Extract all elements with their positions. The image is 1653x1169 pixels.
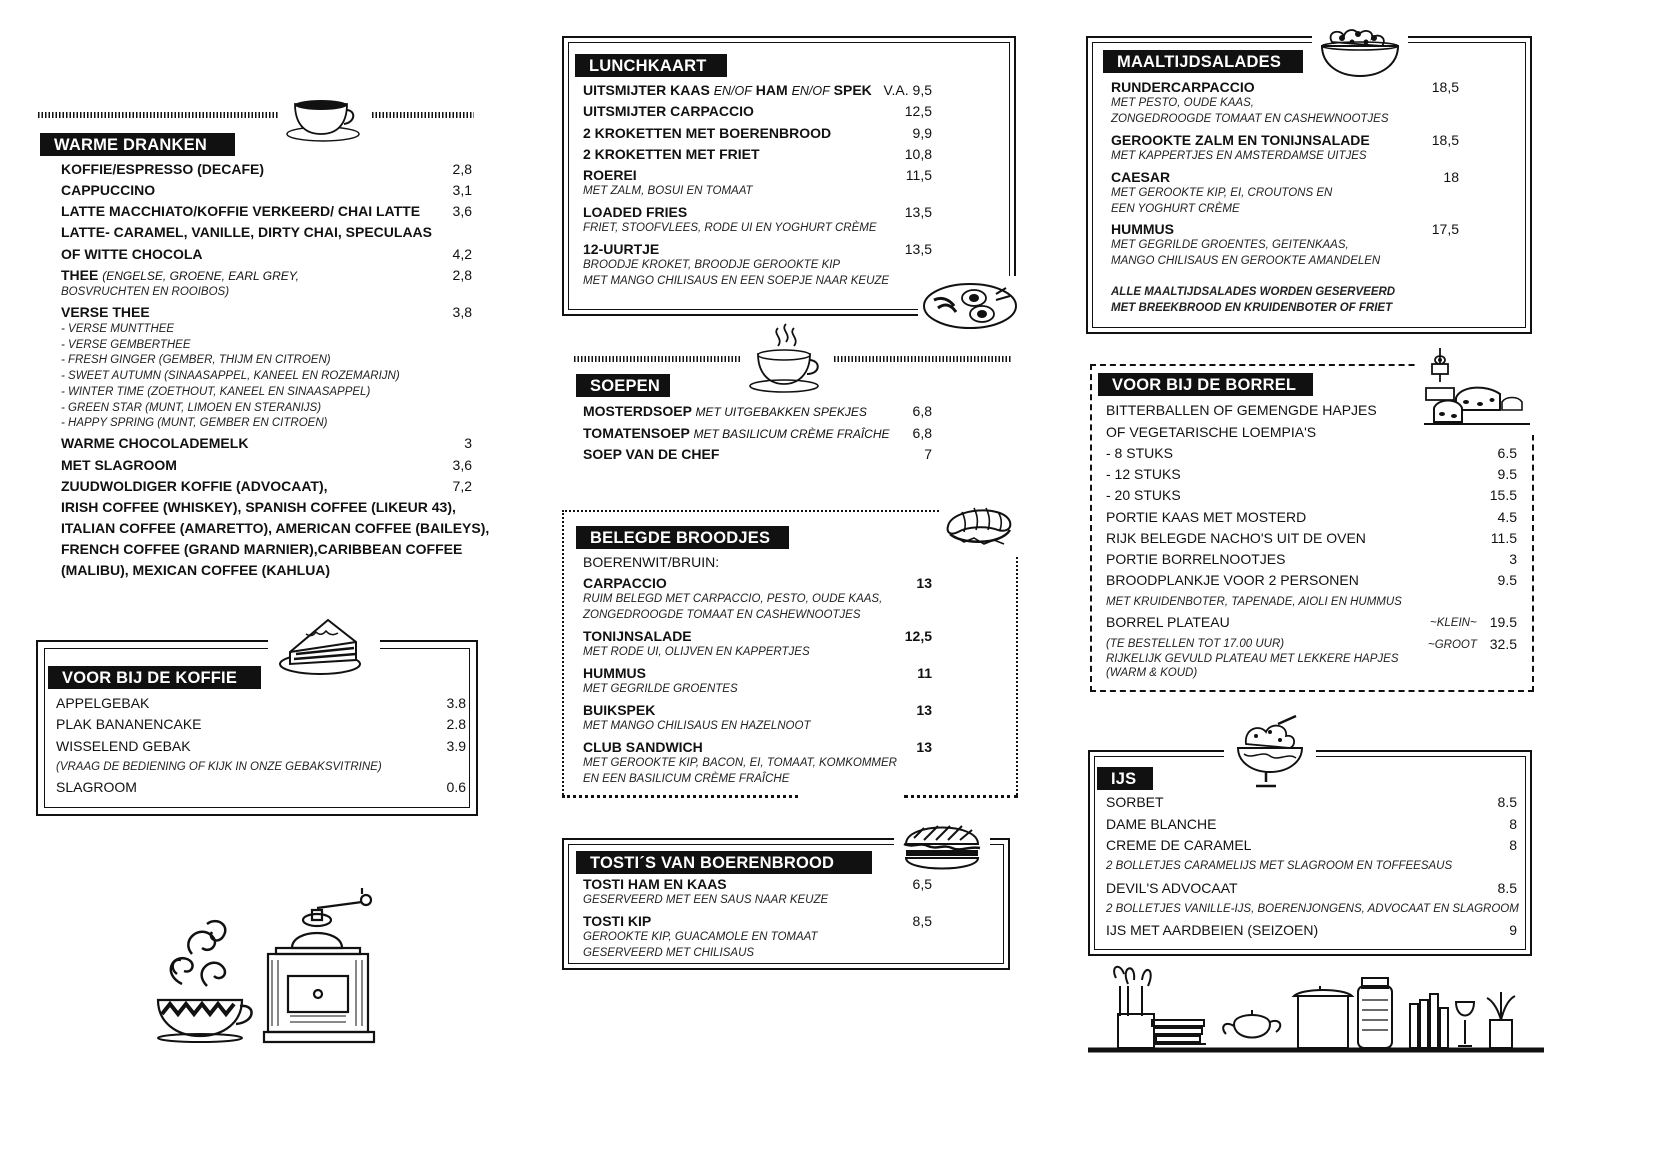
lunch-item-price: 13,5	[904, 241, 932, 257]
tosti-label: TOSTI KIP	[583, 913, 652, 929]
uitsmijter-part: EN/OF	[713, 84, 752, 98]
broodjes-header: BELEGDE BROODJES	[576, 526, 789, 549]
verse-thee-label: VERSE THEE	[61, 304, 150, 320]
lunch-item-label: LOADED FRIES	[583, 204, 688, 220]
borrel-item-price: 3	[1509, 551, 1517, 567]
borrel-item-label: BROODPLANKJE VOOR 2 PERSONEN	[1106, 572, 1359, 588]
menu-item-price: 7,2	[452, 478, 472, 494]
thee-title: THEE	[61, 267, 99, 283]
salade-price: 18,5	[1431, 132, 1459, 148]
ijs-note-2: 2 BOLLETJES VANILLE-IJS, BOERENJONGENS, ADVOCAAT EN SLAGROOM	[1106, 903, 1519, 915]
soep-name: TOMATENSOEP	[583, 425, 690, 441]
salade-desc: MET GEGRILDE GROENTES, GEITENKAAS,	[1111, 239, 1349, 251]
ijs-item-price: 8.5	[1497, 794, 1517, 810]
aardbeien-label: IJS MET AARDBEIEN (SEIZOEN)	[1106, 922, 1319, 938]
broodje-desc: MET GEGRILDE GROENTES	[583, 683, 738, 695]
broodje-desc: RUIM BELEGD MET CARPACCIO, PESTO, OUDE KAAS,	[583, 593, 883, 605]
lunch-item-label: UITSMIJTER CARPACCIO	[583, 103, 754, 119]
salade-price: 18	[1443, 169, 1459, 185]
thee-note: (ENGELSE, GROENE, EARL GREY,	[102, 269, 299, 283]
borrel-note: MET KRUIDENBOTER, TAPENADE, AIOLI EN HUMMUS	[1106, 596, 1402, 608]
broodje-price: 13	[916, 739, 932, 755]
menu-item-price: 3,6	[452, 457, 472, 473]
menu-item-label: IRISH COFFEE (WHISKEY), SPANISH COFFEE (LIKEUR 43),	[61, 499, 456, 515]
menu-item-label: LATTE- CARAMEL, VANILLE, DIRTY CHAI, SPECULAAS	[61, 224, 432, 240]
borrel-item-label: PORTIE BORRELNOOTJES	[1106, 551, 1286, 567]
borrel-item-label: RIJK BELEGDE NACHO'S UIT DE OVEN	[1106, 530, 1366, 546]
salade-desc: MANGO CHILISAUS EN GEROOKTE AMANDELEN	[1111, 255, 1381, 267]
verse-thee-variant: - HAPPY SPRING (MUNT, GEMBER EN CITROEN)	[61, 417, 328, 430]
croissant-icon	[940, 498, 1018, 557]
dotted-bottom	[562, 795, 798, 798]
tosti-desc: GESERVEERD MET CHILISAUS	[583, 947, 755, 959]
salades-footer-1: ALLE MAALTIJDSALADES WORDEN GESERVEERD	[1111, 286, 1396, 298]
soep-name: MOSTERDSOEP	[583, 403, 692, 419]
menu-item-price: 3,6	[452, 203, 472, 219]
borrel-item-price: 6.5	[1497, 445, 1517, 461]
verse-thee-price: 3,8	[452, 304, 472, 320]
salade-desc: ZONGEDROOGDE TOMAAT EN CASHEWNOOTJES	[1111, 113, 1389, 125]
verse-thee-variant: - SWEET AUTUMN (SINAASAPPEL, KANEEL EN ROZEMARIJN)	[61, 370, 400, 383]
plateau-desc: (WARM & KOUD)	[1106, 667, 1198, 679]
borrel-item-price: 9.5	[1497, 466, 1517, 482]
borrel-item-label: - 8 STUKS	[1106, 445, 1173, 461]
broodje-label: TONIJNSALADE	[583, 628, 692, 644]
borrel-item-label: PORTIE KAAS MET MOSTERD	[1106, 509, 1307, 525]
lunch-item-label: ROEREI	[583, 167, 637, 183]
plateau-desc: (TE BESTELLEN TOT 17.00 UUR)	[1106, 638, 1285, 650]
ijs-item-label: SORBET	[1106, 794, 1164, 810]
koffie-header: VOOR BIJ DE KOFFIE	[48, 666, 261, 689]
lunch-item-price: 13,5	[904, 204, 932, 220]
salade-desc: MET GEROOKTE KIP, EI, CROUTONS EN	[1111, 187, 1333, 199]
thee-price: 2,8	[452, 267, 472, 283]
borrel-item-label: - 12 STUKS	[1106, 466, 1181, 482]
salade-label: CAESAR	[1111, 169, 1171, 185]
borrel-header: VOOR BIJ DE BORREL	[1098, 373, 1313, 396]
menu-item-label: ZUUDWOLDIGER KOFFIE (ADVOCAAT),	[61, 478, 328, 494]
salades-header: MAALTIJDSALADES	[1103, 50, 1303, 73]
koffie-item-price: 3.8	[446, 695, 466, 711]
borrel-item-label: - 20 STUKS	[1106, 487, 1181, 503]
tosti-desc: GEROOKTE KIP, GUACAMOLE EN TOMAAT	[583, 931, 818, 943]
slagroom-label: SLAGROOM	[56, 779, 137, 795]
menu-item-label: KOFFIE/ESPRESSO (DECAFE)	[61, 161, 265, 177]
plateau-desc: RIJKELIJK GEVULD PLATEAU MET LEKKERE HAPJES	[1106, 652, 1399, 665]
soep-name: SOEP VAN DE CHEF	[583, 446, 720, 462]
lunch-item-desc: FRIET, STOOFVLEES, RODE UI EN YOGHURT CRÈME	[583, 222, 877, 234]
coffee-cup-icon	[285, 96, 363, 147]
verse-thee-variant: - WINTER TIME (ZOETHOUT, KANEEL EN SINAASAPPEL)	[61, 385, 371, 398]
tosti-price: 6,5	[912, 876, 932, 892]
verse-thee-variant: - FRESH GINGER (GEMBER, THIJM EN CITROEN)	[61, 354, 331, 367]
koffie-note: (VRAAG DE BEDIENING OF KIJK IN ONZE GEBAKSVITRINE)	[56, 761, 382, 773]
lunch-item-price: 12,5	[904, 103, 932, 119]
salade-desc: MET KAPPERTJES EN AMSTERDAMSE UITJES	[1111, 150, 1367, 162]
verse-thee-variant: - VERSE MUNTTHEE	[61, 323, 175, 335]
plateau-groot: ~GROOT	[1428, 639, 1477, 651]
tosti-price: 8,5	[912, 913, 932, 929]
borrel-item-price: 9.5	[1497, 572, 1517, 588]
menu-item-price: 2,8	[452, 161, 472, 177]
menu-item-label: LATTE MACCHIATO/KOFFIE VERKEERD/ CHAI LATTE	[61, 203, 421, 219]
menu-item-label: OF WITTE CHOCOLA	[61, 246, 203, 262]
lunch-item-label: 2 KROKETTEN MET FRIET	[583, 146, 760, 162]
broodjes-intro: BOERENWIT/BRUIN:	[583, 554, 720, 570]
soep-divider-right	[834, 356, 1012, 362]
uitsmijter-part: HAM	[751, 82, 792, 98]
ice-cream-sundae-icon	[1224, 714, 1316, 795]
menu-item-label: MET SLAGROOM	[61, 457, 177, 473]
verse-thee-variant: - GREEN STAR (MUNT, LIMOEN EN STERANIJS)	[61, 401, 322, 414]
soep-divider-left	[574, 356, 742, 362]
lunch-item-label: 12-UURTJE	[583, 241, 660, 257]
menu-item-price: 3	[464, 435, 472, 451]
broodje-price: 12,5	[904, 628, 932, 644]
salade-label: HUMMUS	[1111, 221, 1174, 237]
lunch-item-label: 2 KROKETTEN MET BOERENBROOD	[583, 125, 832, 141]
soup-cup-icon	[748, 322, 824, 399]
lunch-item-desc: BROODJE KROKET, BROODJE GEROOKTE KIP	[583, 259, 841, 271]
borrel-item-price: 15.5	[1489, 487, 1517, 503]
koffie-item-price: 3.9	[446, 738, 466, 754]
lunch-item-price: 9,9	[912, 125, 932, 141]
menu-item-label: CAPPUCCINO	[61, 182, 156, 198]
ijs-item-price: 8	[1509, 816, 1517, 832]
verse-thee-variant: - VERSE GEMBERTHEE	[61, 338, 191, 351]
tosti-header: TOSTI´S VAN BOERENBROOD	[576, 851, 872, 874]
soep-item-price: 6,8	[912, 403, 932, 419]
plateau-label: BORREL PLATEAU	[1106, 614, 1230, 630]
salad-bowl-icon	[1312, 24, 1408, 85]
salades-footer-2: MET BREEKBROOD EN KRUIDENBOTER OF FRIET	[1111, 302, 1393, 314]
broodje-desc: EN EEN BASILICUM CRÈME FRAÎCHE	[583, 773, 790, 785]
slagroom-price: 0.6	[446, 779, 466, 795]
uitsmijter-part: SPEK	[829, 82, 872, 98]
menu-item-label: (MALIBU), MEXICAN COFFEE (KAHLUA)	[61, 562, 331, 578]
broodje-label: CLUB SANDWICH	[583, 739, 703, 755]
koffie-item-price: 2.8	[446, 716, 466, 732]
ijs-item-price: 8	[1509, 837, 1517, 853]
ijs-item-label: CREME DE CARAMEL	[1106, 837, 1252, 853]
coffee-grinder-icon	[262, 890, 380, 1051]
uitsmijter-part: EN/OF	[791, 84, 830, 98]
panini-icon	[894, 818, 990, 879]
soep-item-label	[583, 445, 719, 464]
tosti-desc: GESERVEERD MET EEN SAUS NAAR KEUZE	[583, 894, 829, 906]
thee-label	[61, 266, 299, 285]
aardbeien-price: 9	[1509, 922, 1517, 938]
kitchen-shelf-icon	[1088, 964, 1544, 1065]
lunch-header: LUNCHKAART	[575, 54, 727, 77]
warme-dranken-header: WARME DRANKEN	[40, 133, 235, 156]
soep-item-price: 6,8	[912, 425, 932, 441]
devil-price: 8.5	[1497, 880, 1517, 896]
breakfast-plate-icon	[918, 276, 1022, 337]
broodje-desc: MET MANGO CHILISAUS EN HAZELNOOT	[583, 720, 811, 732]
koffie-item-label: WISSELEND GEBAK	[56, 738, 191, 754]
broodje-price: 13	[916, 575, 932, 591]
steaming-mug-icon	[152, 914, 257, 1049]
broodje-label: CARPACCIO	[583, 575, 667, 591]
broodje-desc: ZONGEDROOGDE TOMAAT EN CASHEWNOOTJES	[583, 609, 861, 621]
soep-note: MET BASILICUM CRÈME FRAÎCHE	[693, 427, 890, 441]
divider-right	[372, 112, 474, 118]
menu-item-label: ITALIAN COFFEE (AMARETTO), AMERICAN COFFEE (BAILEYS),	[61, 520, 490, 536]
lunch-item-price: 10,8	[904, 146, 932, 162]
koffie-item-label: PLAK BANANENCAKE	[56, 716, 202, 732]
uitsmijter-price: V.A. 9,5	[883, 82, 932, 98]
salade-price: 18,5	[1431, 79, 1459, 95]
lunch-item-price: 11,5	[905, 167, 932, 183]
soep-item-price: 7	[924, 446, 932, 462]
lunch-item-desc: MET MANGO CHILISAUS EN EEN SOEPJE NAAR KEUZE	[583, 275, 890, 287]
ijs-note-1: 2 BOLLETJES CARAMELIJS MET SLAGROOM EN TOFFEESAUS	[1106, 860, 1453, 872]
salade-label: GEROOKTE ZALM EN TONIJNSALADE	[1111, 132, 1370, 148]
broodje-price: 13	[916, 702, 932, 718]
devil-label: DEVIL'S ADVOCAAT	[1106, 880, 1238, 896]
salade-price: 17,5	[1431, 221, 1459, 237]
plateau-klein: ~KLEIN~	[1430, 617, 1477, 629]
uitsmijter-part: UITSMIJTER KAAS	[583, 82, 714, 98]
plateau-groot-price: 32.5	[1489, 636, 1517, 652]
menu-item-label: FRENCH COFFEE (GRAND MARNIER),CARIBBEAN COFFEE	[61, 541, 463, 557]
broodje-price: 11	[917, 665, 932, 681]
broodje-desc: MET RODE UI, OLIJVEN EN KAPPERTJES	[583, 646, 810, 658]
uitsmijter-label	[583, 81, 872, 100]
borrel-item-price: 4.5	[1497, 509, 1517, 525]
broodje-label: BUIKSPEK	[583, 702, 656, 718]
soep-note: MET UITGEBAKKEN SPEKJES	[695, 405, 867, 419]
koffie-item-label: APPELGEBAK	[56, 695, 150, 711]
cake-slice-icon	[268, 614, 380, 683]
plateau-klein-price: 19.5	[1489, 614, 1517, 630]
salade-label: RUNDERCARPACCIO	[1111, 79, 1255, 95]
salade-desc: MET PESTO, OUDE KAAS,	[1111, 97, 1254, 109]
broodje-label: HUMMUS	[583, 665, 646, 681]
cheese-board-icon	[1418, 344, 1536, 435]
ijs-item-label: DAME BLANCHE	[1106, 816, 1217, 832]
salade-desc: EEN YOGHURT CRÈME	[1111, 203, 1240, 215]
ijs-header: IJS	[1097, 767, 1153, 790]
menu-item-price: 3,1	[452, 182, 472, 198]
divider-left	[38, 112, 278, 118]
menu-item-label: WARME CHOCOLADEMELK	[61, 435, 249, 451]
soepen-header: SOEPEN	[576, 374, 670, 397]
soep-item-label	[583, 402, 867, 421]
soep-item-label	[583, 424, 890, 443]
tosti-label: TOSTI HAM EN KAAS	[583, 876, 727, 892]
dotted-bottom-right	[904, 795, 1018, 798]
borrel-item-label: BITTERBALLEN OF GEMENGDE HAPJES	[1106, 402, 1377, 418]
broodje-desc: MET GEROOKTE KIP, BACON, EI, TOMAAT, KOMKOMMER	[583, 757, 897, 769]
thee-note-2: BOSVRUCHTEN EN ROOIBOS)	[61, 286, 230, 298]
borrel-item-label: OF VEGETARISCHE LOEMPIA'S	[1106, 424, 1317, 440]
menu-item-price: 4,2	[452, 246, 472, 262]
lunch-item-desc: MET ZALM, BOSUI EN TOMAAT	[583, 185, 753, 197]
borrel-item-price: 11.5	[1490, 530, 1517, 546]
